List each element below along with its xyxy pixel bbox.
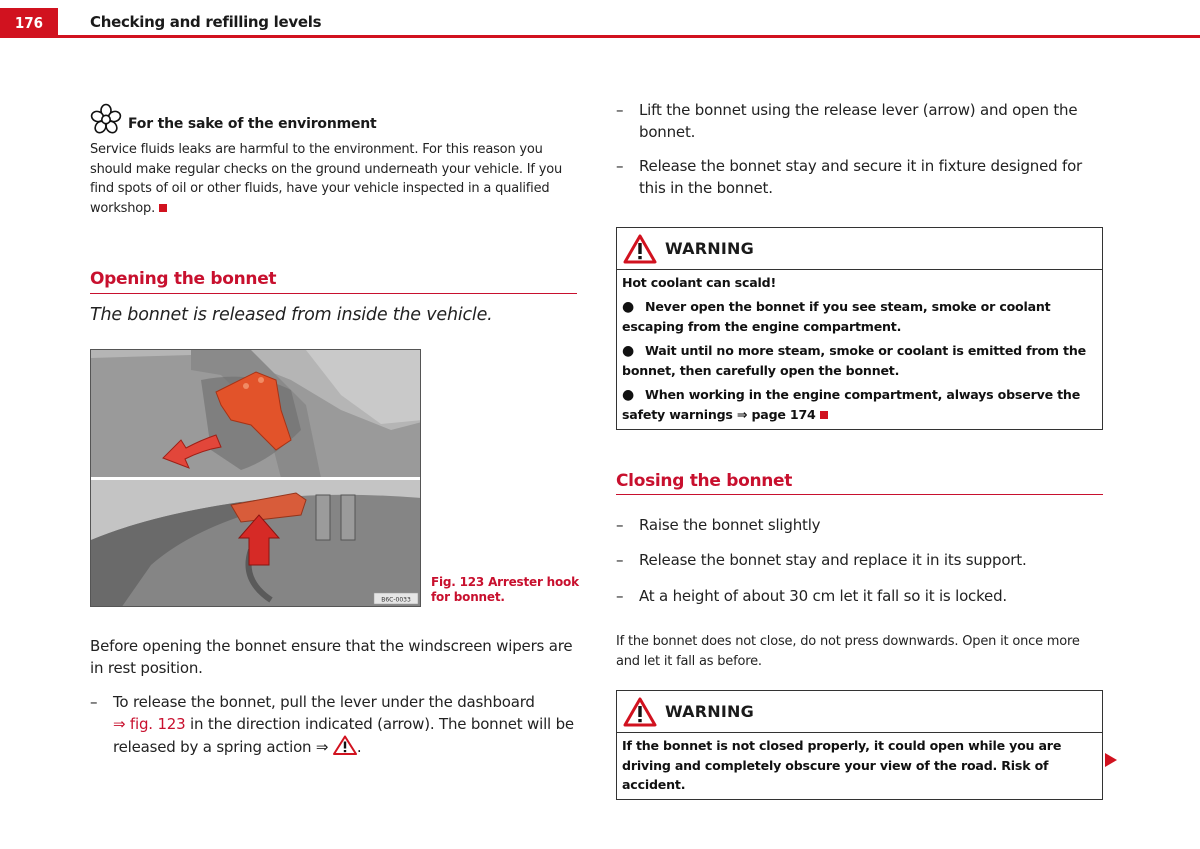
closing-heading: Closing the bonnet [616,471,793,491]
opening-intro: The bonnet is released from inside the vehicle. [90,305,493,325]
opening-step-3-text: Release the bonnet stay and secure it in fixture designed for this in the bonnet. [639,157,1083,197]
page-number: 176 [0,8,58,38]
dash: – [616,157,624,175]
end-marker [159,204,167,212]
environment-body: Service fluids leaks are harmful to the environment. For this reason you should make regular checks on the ground underneath your vehicle. If you find spots of oil or other fluids, have your vehicle inspected in a qualified workshop. [90,142,562,216]
closing-heading-rule [616,494,1103,495]
dash: – [90,693,98,711]
environment-title: For the sake of the environment [128,116,377,132]
bonnet-release-figure [90,349,421,607]
warning-bullet-text: Wait until no more steam, smoke or coolant is emitted from the bonnet, then carefully open the bonnet. [622,342,1086,378]
dash: – [616,551,624,569]
warning-box-not-closed [616,690,1103,800]
warning-header [617,228,1102,270]
opening-step-2 [616,100,1106,143]
warning-bullet [622,341,1097,381]
environment-title-row [90,103,580,135]
environment-text [90,140,580,218]
warning-bullet-text: Never open the bonnet if you see steam, smoke or coolant escaping from the engine compartment. [622,298,1051,334]
opening-step-1-a: To release the bonnet, pull the lever under the dashboard [113,693,535,711]
warning-body [617,733,1102,799]
dash: – [616,587,624,605]
warning-header [617,691,1102,733]
header-rule [58,35,1200,38]
opening-step-1-end: . [356,738,362,756]
closing-step-text: Raise the bonnet slightly [639,516,821,534]
opening-step-1 [90,692,580,759]
warning-bullet [622,297,1097,337]
warning-body [617,270,1102,429]
dash: – [616,101,624,119]
warning-label: WARNING [665,702,754,721]
bonnet-release-illustration [91,350,421,607]
closing-step-1 [616,515,1106,537]
figure-caption-line1: Fig. 123 Arrester hook [431,575,579,589]
closing-step-text: Release the bonnet stay and replace it in its support. [639,551,1027,569]
warning-triangle-icon [623,234,657,264]
bullet-glyph: ● [622,298,635,315]
figure-caption-line2: for bonnet. [431,590,505,604]
fig-123-link[interactable]: ⇒ fig. 123 [113,714,186,733]
figure-code: B6C-0033 [381,596,411,604]
next-page-arrow-icon[interactable] [1105,753,1117,767]
opening-step-3 [616,156,1106,199]
closing-step-2 [616,550,1106,572]
opening-step-1-b: in the direction indicated (arrow). The bonnet will be released by a spring action ⇒ [113,714,574,756]
warning-bullet [622,385,1097,425]
dash: – [616,516,624,534]
warning-bullet-text: When working in the engine compartment, always observe the safety warnings ⇒ page 174 [622,386,1081,422]
warning-triangle-icon[interactable] [333,735,357,755]
closing-step-3 [616,586,1106,608]
warning-triangle-icon [623,697,657,727]
warning-text: If the bonnet is not closed properly, it could open while you are driving and completely obscure your view of the road. Risk of accident. [622,738,1062,792]
opening-heading-rule [90,293,577,294]
opening-step-2-text: Lift the bonnet using the release lever (arrow) and open the bonnet. [639,101,1078,141]
opening-step-1-text [90,692,580,759]
figure-caption [431,575,579,605]
warning-title: Hot coolant can scald! [622,275,776,290]
before-opening-text: Before opening the bonnet ensure that the windscreen wipers are in rest position. [90,637,573,677]
closing-step-text: At a height of about 30 cm let it fall so it is locked. [639,587,1007,605]
running-header-title: Checking and refilling levels [90,13,322,31]
warning-box-hot-coolant [616,227,1103,430]
closing-note: If the bonnet does not close, do not press downwards. Open it once more and let it fall as before. [616,634,1080,669]
bullet-glyph: ● [622,342,635,359]
opening-heading: Opening the bonnet [90,269,277,289]
flower-icon [90,103,122,135]
bullet-glyph: ● [622,386,635,403]
warning-label: WARNING [665,239,754,258]
environment-note [90,103,580,218]
end-marker [820,411,828,419]
